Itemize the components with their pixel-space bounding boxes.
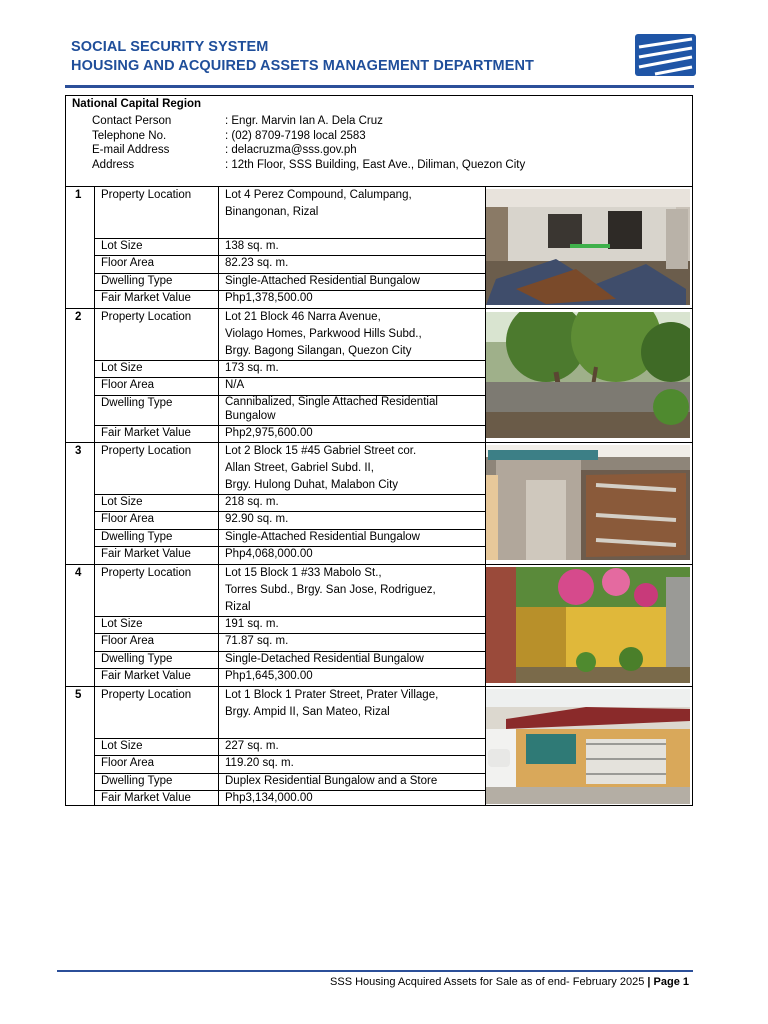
label-floor-area: Floor Area [101,257,155,269]
label-floor-area: Floor Area [101,635,155,647]
lot-size-value: 218 sq. m. [225,496,279,508]
label-property-location: Property Location [101,689,192,701]
property-number: 5 [75,689,82,701]
label-lot-size: Lot Size [101,740,143,752]
header-rule [65,85,694,88]
label-property-location: Property Location [101,311,192,323]
header-subtitle: HOUSING AND ACQUIRED ASSETS MANAGEMENT DEPARTMENT [71,58,535,74]
floor-area-value: N/A [225,379,245,391]
label-dwelling-type: Dwelling Type [101,653,173,665]
fair-market-value: Php1,645,300.00 [225,670,313,682]
row-divider [95,738,486,739]
property-table [65,95,693,806]
contact-label: E-mail Address [92,144,170,157]
row-divider [95,238,486,239]
contact-label: Contact Person [92,115,172,127]
lot-size-value: 173 sq. m. [225,362,279,374]
floor-area-value: 119.20 sq. m. [225,757,294,769]
property-number: 4 [75,567,82,579]
label-floor-area: Floor Area [101,757,155,769]
label-lot-size: Lot Size [101,362,143,374]
property-photo-3 [486,445,690,560]
page-footer [330,976,689,988]
label-property-location: Property Location [101,189,192,201]
telephone-value: : (02) 8709-7198 local 2583 [225,129,366,142]
property-photo-5 [486,689,690,804]
label-dwelling-type: Dwelling Type [101,531,173,543]
page-number: | Page 1 [647,976,689,988]
header-title: SOCIAL SECURITY SYSTEM [71,39,269,55]
fair-market-value: Php1,378,500.00 [225,292,313,304]
property-row-3 [66,443,692,564]
label-fair-market-value: Fair Market Value [101,292,191,304]
dwelling-type-value: Single-Detached Residential Bungalow [225,653,424,665]
lot-size-value: 191 sq. m. [225,618,279,630]
row-divider [95,360,486,361]
property-location-line: Lot 2 Block 15 #45 Gabriel Street cor. [225,445,417,457]
property-location-line: Brgy. Ampid II, San Mateo, Rizal [225,706,390,718]
property-location-line: Brgy. Hulong Duhat, Malabon City [225,479,399,491]
label-fair-market-value: Fair Market Value [101,427,191,439]
property-number: 2 [75,311,82,323]
label-fair-market-value: Fair Market Value [101,548,191,560]
property-location-line: Lot 15 Block 1 #33 Mabolo St., [225,567,382,579]
property-number: 3 [75,445,82,457]
document-header [71,38,534,76]
property-location-line: Brgy. Bagong Silangan, Quezon City [225,345,412,357]
floor-area-value: 71.87 sq. m. [225,635,289,647]
lot-size-value: 227 sq. m. [225,740,279,752]
property-location-line: Lot 1 Block 1 Prater Street, Prater Village, [225,689,439,701]
dwelling-type-value: Cannibalized, Single Attached Residential [225,396,438,408]
property-number: 1 [75,189,82,201]
label-lot-size: Lot Size [101,240,143,252]
label-dwelling-type: Dwelling Type [101,775,173,787]
property-row-2 [66,309,692,442]
row-divider [95,616,486,617]
property-location-line: Violago Homes, Parkwood Hills Subd., [225,328,422,340]
property-location-line: Binangonan, Rizal [225,206,319,218]
label-lot-size: Lot Size [101,618,143,630]
label-lot-size: Lot Size [101,496,143,508]
label-dwelling-type: Dwelling Type [101,397,173,409]
label-fair-market-value: Fair Market Value [101,670,191,682]
floor-area-value: 92.90 sq. m. [225,513,289,525]
property-photo-4 [486,567,690,683]
contact-row [92,114,525,129]
property-row-4 [66,565,692,686]
fair-market-value: Php3,134,000.00 [225,792,313,804]
label-dwelling-type: Dwelling Type [101,275,173,287]
footer-rule [57,970,693,972]
property-row-5 [66,687,692,806]
floor-area-value: 82.23 sq. m. [225,257,289,269]
fair-market-value: Php4,068,000.00 [225,548,313,560]
contact-row [92,143,525,158]
email-value: : delacruzma@sss.gov.ph [225,144,357,157]
property-photo-2 [486,312,690,438]
contact-person-value: : Engr. Marvin Ian A. Dela Cruz [225,115,383,127]
footer-text: SSS Housing Acquired Assets for Sale as of end- February 2025 [330,976,645,988]
contact-label: Address [92,159,135,172]
property-location-line: Rizal [225,601,251,613]
region-title: National Capital Region [72,98,202,110]
label-fair-market-value: Fair Market Value [101,792,191,804]
property-location-line: Allan Street, Gabriel Subd. II, [225,462,374,474]
contact-row [92,158,525,173]
label-floor-area: Floor Area [101,379,155,391]
dwelling-type-value: Duplex Residential Bungalow and a Store [225,775,438,787]
property-photo-1 [486,189,690,305]
label-property-location: Property Location [101,567,192,579]
sss-logo-icon [635,34,696,76]
property-location-line: Torres Subd., Brgy. San Jose, Rodriguez, [225,584,436,596]
fair-market-value: Php2,975,600.00 [225,427,313,439]
row-divider [95,494,486,495]
address-value: : 12th Floor, SSS Building, East Ave., Diliman, Quezon City [225,159,526,172]
lot-size-value: 138 sq. m. [225,240,279,252]
property-row-1 [66,187,692,308]
contact-row [92,129,525,144]
property-location-line: Lot 21 Block 46 Narra Avenue, [225,311,381,323]
contact-block [92,114,525,173]
label-floor-area: Floor Area [101,513,155,525]
dwelling-type-value: Bungalow [225,410,276,422]
contact-label: Telephone No. [92,129,167,142]
dwelling-type-value: Single-Attached Residential Bungalow [225,531,420,543]
property-location-line: Lot 4 Perez Compound, Calumpang, [225,189,412,201]
label-property-location: Property Location [101,445,192,457]
dwelling-type-value: Single-Attached Residential Bungalow [225,275,420,287]
